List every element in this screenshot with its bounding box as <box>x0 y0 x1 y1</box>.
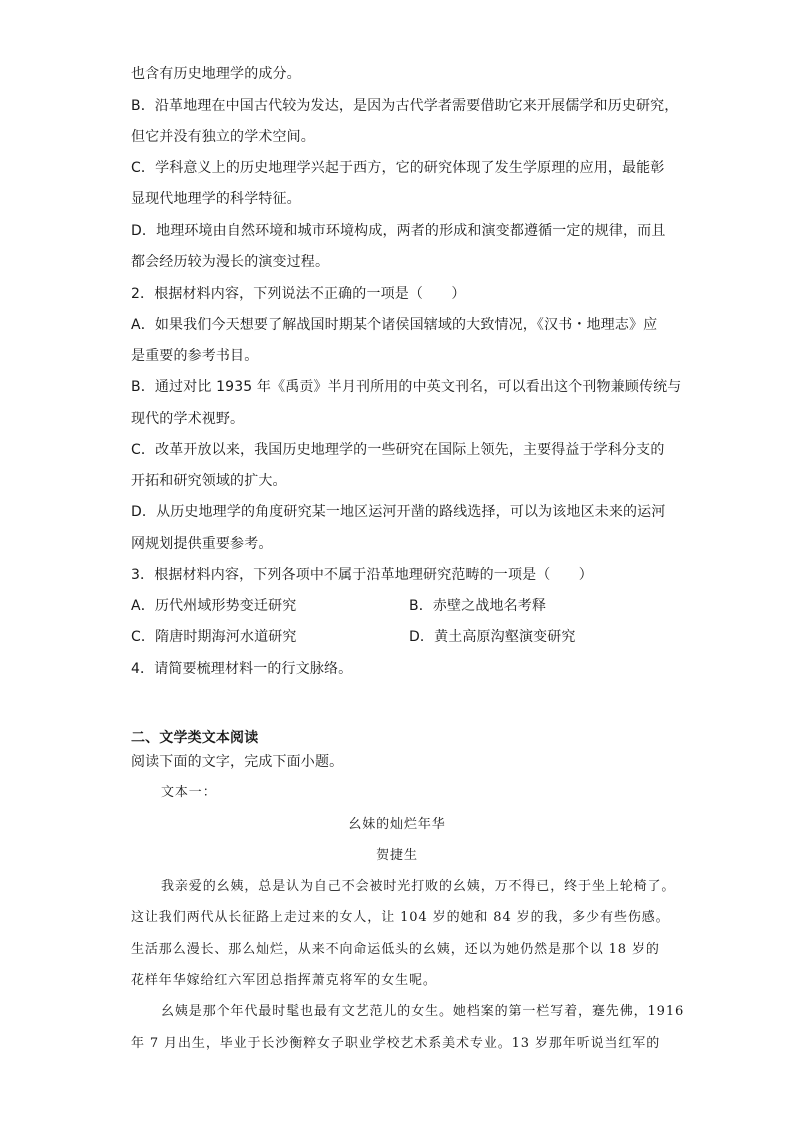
article-paragraph-line: 年 7 月出生，毕业于长沙衡粹女子职业学校艺术系美术专业。13 岁那年听说当红军的 <box>131 1036 661 1051</box>
option-d-text: D．地理环境由自然环境和城市环境构成，两者的形成和演变都遵循一定的规律，而且 <box>131 223 666 239</box>
question-2-option-a: A．如果我们今天想要了解战国时期某个诸侯国辖域的大致情况，《汉书・地理志》应 <box>131 317 658 333</box>
text-label: 文本一： <box>161 785 217 800</box>
article-paragraph-line: 幺姨是那个年代最时髦也最有文艺范儿的女生。她档案的第一栏写着，蹇先佛，1916 <box>161 1004 685 1019</box>
text-line: 显现代地理学的科学特征。 <box>131 191 301 207</box>
question-2-option-d: D．从历史地理学的角度研究某一地区运河开凿的路线选择，可以为该地区未来的运河 <box>131 504 666 520</box>
text-line: 是重要的参考书目。 <box>131 348 259 364</box>
article-author: 贺捷生 <box>376 848 418 863</box>
text-line: 网规划提供重要参考。 <box>131 536 273 552</box>
question-3-option-b: B．赤壁之战地名考释 <box>409 598 547 614</box>
text-line: 但它并没有独立的学术空间。 <box>131 129 315 145</box>
section-heading: 二、文学类文本阅读 <box>131 730 259 746</box>
question-4: 4．请简要梳理材料一的行文脉络。 <box>131 661 353 677</box>
question-2-option-b: B．通过对比 1935 年《禹贡》半月刊所用的中英文刊名，可以看出这个刊物兼顾传统与 <box>131 379 682 395</box>
question-2-option-c: C．改革开放以来，我国历史地理学的一些研究在国际上领先，主要得益于学科分支的 <box>131 442 665 458</box>
article-paragraph-line: 生活那么漫长、那么灿烂，从来不向命运低头的幺姨，还以为她仍然是那个以 18 岁的 <box>131 942 660 957</box>
question-3-option-c: C．隋唐时期海河水道研究 <box>131 629 297 645</box>
text-line: 现代的学术视野。 <box>131 411 245 427</box>
section-instruction: 阅读下面的文字，完成下面小题。 <box>131 754 344 770</box>
question-2: 2．根据材料内容，下列说法不正确的一项是（ ） <box>131 286 466 302</box>
article-paragraph-line: 这让我们两代从长征路上走过来的女人，让 104 岁的她和 84 岁的我，多少有些伤感。 <box>131 910 670 925</box>
option-c-text: C．学科意义上的历史地理学兴起于西方，它的研究体现了发生学原理的应用，最能彰 <box>131 160 665 176</box>
text-line: 都会经历较为漫长的演变过程。 <box>131 254 330 270</box>
article-title: 幺妹的灿烂年华 <box>348 817 446 832</box>
article-paragraph-line: 花样年华嫁给红六军团总指挥萧克将军的女生呢。 <box>131 973 437 988</box>
text-line: 开拓和研究领域的扩大。 <box>131 473 287 489</box>
question-3-option-a: A．历代州域形势变迁研究 <box>131 598 297 614</box>
text-line: 也含有历史地理学的成分。 <box>131 66 301 82</box>
question-3: 3．根据材料内容，下列各项中不属于沿革地理研究范畴的一项是（ ） <box>131 567 593 583</box>
question-3-option-d: D．黄土高原沟壑演变研究 <box>409 629 576 645</box>
option-b-text: B．沿革地理在中国古代较为发达，是因为古代学者需要借助它来开展儒学和历史研究， <box>131 98 679 114</box>
article-paragraph-line: 我亲爱的幺姨，总是认为自己不会被时光打败的幺姨，万不得已，终于坐上轮椅了。 <box>161 879 676 894</box>
